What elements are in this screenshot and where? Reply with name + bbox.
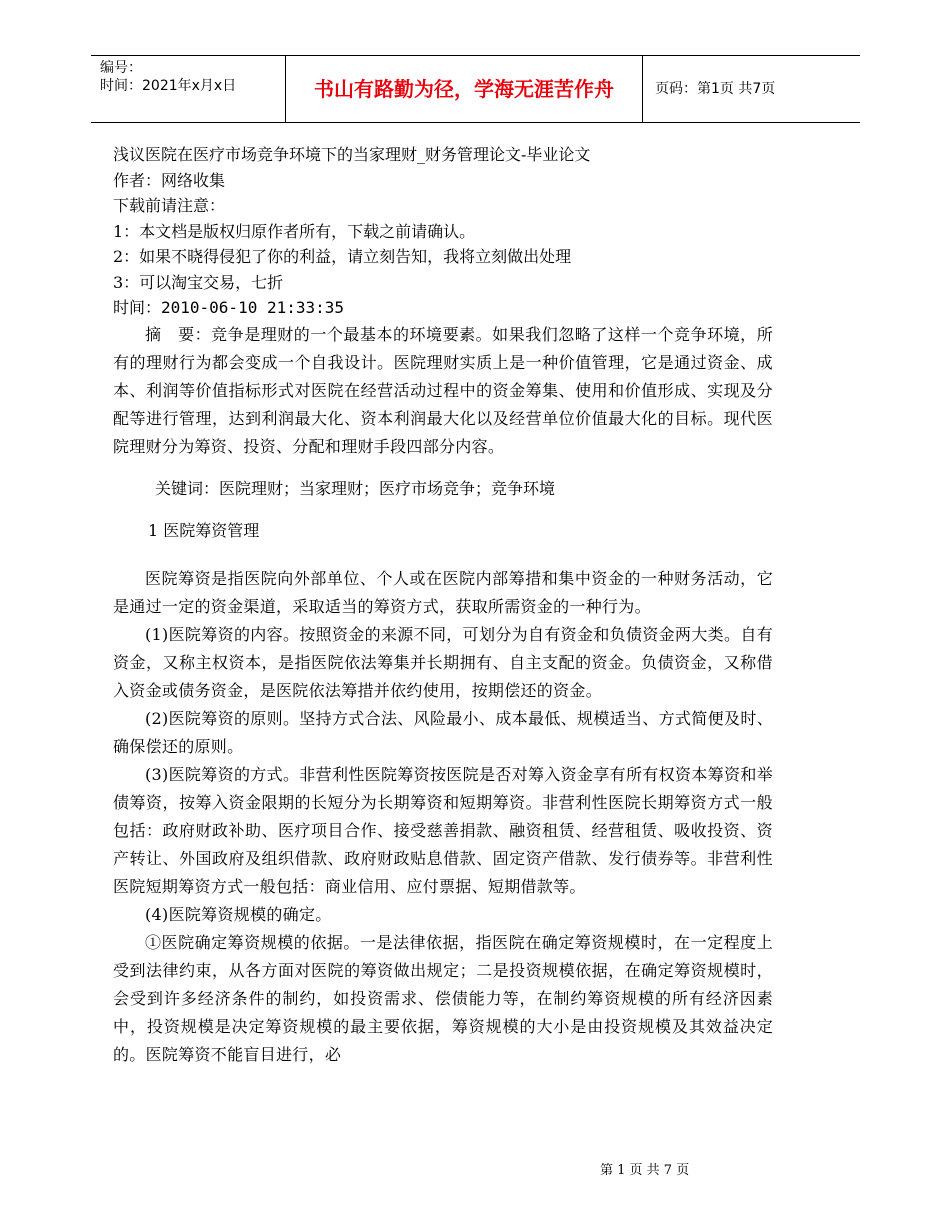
body-paragraph: (3)医院筹资的方式。非营利性医院筹资按医院是否对筹入资金享有所有权资本筹资和举债筹资，按筹入资金限期的长短分为长期筹资和短期筹资。非营利性医院长期筹资方式一般包括：政府财政补助、医疗项目合作、接受慈善捐款、融资租赁、经营租赁、吸收投资、资产转让、外国政府及组织借款、政府财政贴息借款、固定资产借款、发行债券等。非营利性医院短期筹资方式一般包括：商业信用、应付票据、短期借款等。: [113, 764, 773, 896]
document-body: [113, 142, 773, 1069]
notice-title: 下载前请注意：: [113, 196, 226, 215]
header-meta-cell: [91, 56, 286, 122]
page-code: 页码：第1页 共7页: [655, 81, 776, 97]
spacer: [113, 545, 773, 565]
document-title: 浅议医院在医疗市场竞争环境下的当家理财_财务管理论文-毕业论文: [113, 145, 591, 164]
section-heading: 1 医院筹资管理: [148, 520, 260, 540]
abstract-paragraph: 摘 要：竞争是理财的一个最基本的环境要素。如果我们忽略了这样一个竞争环境，所有的理财行为都会变成一个自我设计。医院理财实质上是一种价值管理，它是通过资金、成本、利润等价值指标形式对医院在经营活动过程中的资金筹集、使用和价值形成、实现及分配等进行管理，达到利润最大化、资本利润最大化以及经营单位价值最大化的目标。现代医院理财分为筹资、投资、分配和理财手段四部分内容。: [113, 324, 773, 456]
body-paragraph: (1)医院筹资的内容。按照资金的来源不同，可划分为自有资金和负债资金两大类。自有资金，又称主权资本，是指医院依法筹集并长期拥有、自主支配的资金。负债资金，又称借入资金或债务资金，是医院依法筹措并依约使用，按期偿还的资金。: [113, 624, 773, 700]
body-paragraph: (4)医院筹资规模的确定。: [145, 904, 332, 924]
keywords-line: 关键词：医院理财；当家理财；医疗市场竞争；竞争环境: [155, 478, 556, 498]
notice-item-1: 1：本文档是版权归原作者所有，下载之前请确认。: [113, 221, 476, 241]
body-paragraph: (2)医院筹资的原则。坚持方式合法、风险最小、成本最低、规模适当、方式简便及时、确保偿还的原则。: [113, 708, 773, 756]
notice-item-3: 3：可以淘宝交易，七折: [113, 272, 284, 292]
time-label: 时间：2021年x月x日: [100, 78, 237, 94]
page-footer: 第 1 页 共 7 页: [600, 1163, 690, 1178]
header-page-cell: [643, 56, 860, 122]
notice-item-2: 2：如果不晓得侵犯了你的利益，请立刻告知，我将立刻做出处理: [113, 247, 572, 266]
time-line: 时间：2010-06-10 21:33:35: [113, 298, 345, 317]
document-header: [91, 55, 860, 123]
body-paragraph: ①医院确定筹资规模的依据。一是法律依据，指医院在确定筹资规模时，在一定程度上受到法律约束，从各方面对医院的筹资做出规定；二是投资规模依据，在确定筹资规模时，会受到许多经济条件的制约，如投资需求、偿债能力等，在制约筹资规模的所有经济因素中，投资规模是决定筹资规模的最主要依据，筹资规模的大小是由投资规模及其效益决定的。医院筹资不能盲目进行，必: [113, 932, 773, 1064]
header-motto-cell: [286, 56, 643, 122]
author-line: 作者：网络收集: [113, 170, 226, 190]
motto-text: 书山有路勤为径，学海无涯苦作舟: [314, 77, 614, 101]
body-paragraph: 医院筹资是指医院向外部单位、个人或在医院内部筹措和集中资金的一种财务活动，它是通过一定的资金渠道，采取适当的筹资方式，获取所需资金的一种行为。: [113, 568, 773, 616]
number-label: 编号：: [100, 60, 142, 76]
